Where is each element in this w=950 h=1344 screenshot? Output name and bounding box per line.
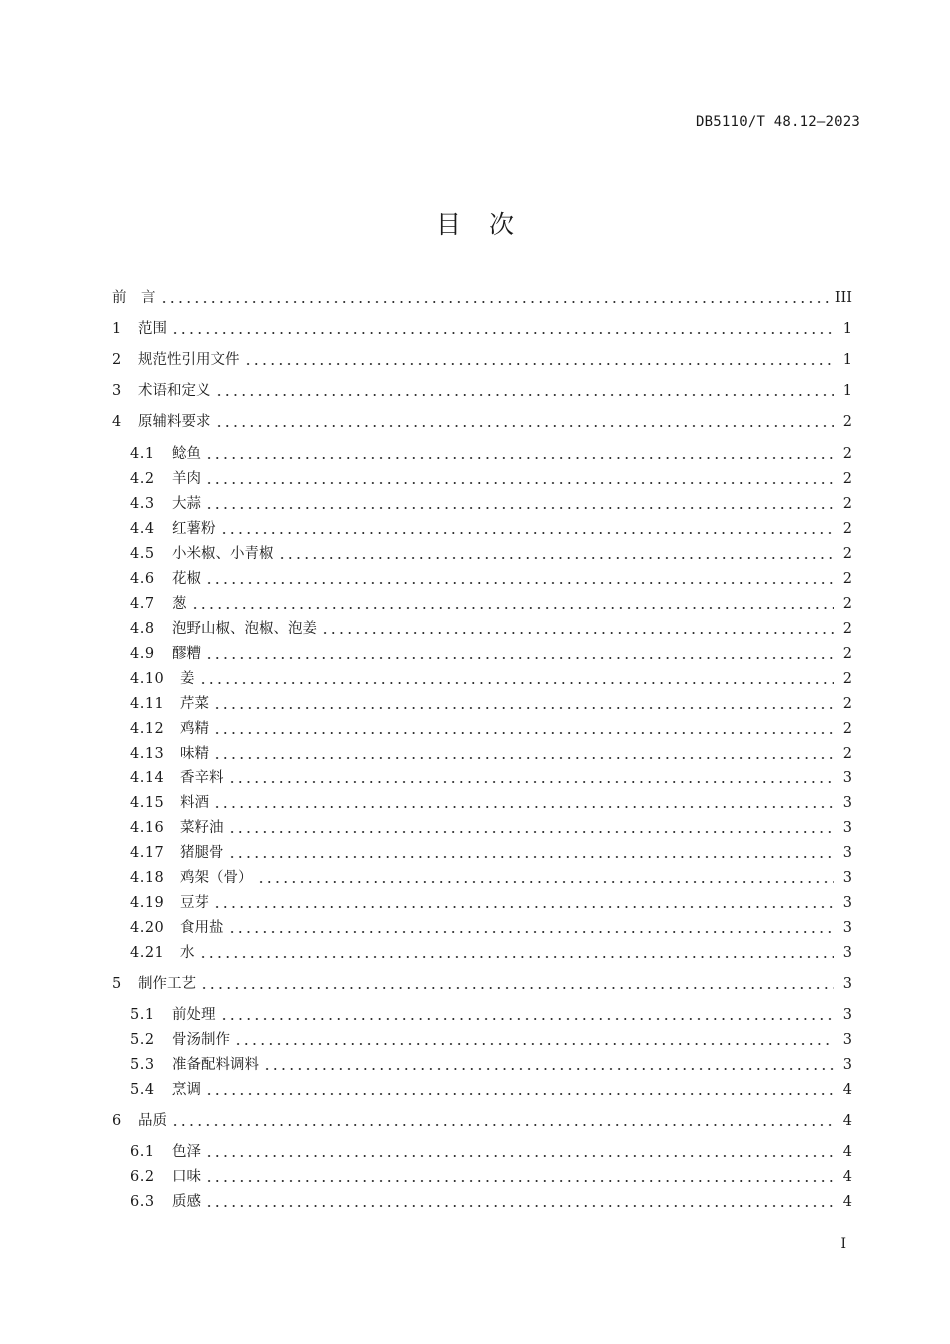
toc-entry-page: 1	[842, 321, 852, 337]
toc-entry-label: 泡野山椒、泡椒、泡姜	[172, 621, 317, 637]
toc-entry-page: 2	[842, 546, 852, 562]
toc-entry-label: 品质	[138, 1113, 167, 1129]
toc-entry-label: 小米椒、小青椒	[172, 546, 274, 562]
dot-leader	[199, 956, 835, 958]
toc-entry-page: 2	[842, 496, 852, 512]
toc-entry-number: 4.9	[130, 646, 155, 662]
toc-entry-page: 3	[842, 945, 852, 961]
dot-leader	[228, 856, 835, 858]
dot-leader	[213, 757, 834, 759]
toc-entry-page: 2	[842, 446, 852, 462]
dot-leader	[205, 1155, 834, 1157]
toc-entry-page: 3	[842, 1032, 852, 1048]
toc-entry[interactable]	[130, 1028, 852, 1052]
toc-entry-page: 2	[842, 571, 852, 587]
toc-entry[interactable]	[112, 1109, 852, 1133]
toc-entry-label: 香辛料	[180, 770, 224, 786]
toc-entry-number: 4.1	[130, 446, 155, 462]
toc-entry[interactable]	[112, 972, 852, 996]
dot-leader	[213, 732, 834, 734]
page-number: I	[840, 1236, 846, 1252]
toc-entry-label: 豆芽	[180, 895, 209, 911]
toc-entry[interactable]	[130, 1003, 852, 1027]
toc-entry-label: 羊肉	[172, 471, 201, 487]
toc-entry[interactable]	[130, 1165, 852, 1189]
toc-entry-number: 1	[112, 321, 122, 337]
toc-entry-number: 4.8	[130, 621, 155, 637]
toc-entry-label: 规范性引用文件	[138, 352, 240, 368]
dot-leader	[200, 987, 834, 989]
dot-leader	[215, 425, 835, 427]
dot-leader	[220, 532, 835, 534]
toc-entry-number: 2	[112, 352, 122, 368]
toc-entry-page: 3	[842, 920, 852, 936]
toc-entry-page: 3	[842, 895, 852, 911]
toc-entry-number: 6	[112, 1113, 122, 1129]
toc-entry-page: 3	[842, 820, 852, 836]
toc-entry-label: 质感	[172, 1194, 201, 1210]
toc-entry-label: 醪糟	[172, 646, 201, 662]
toc-entry-number: 6.1	[130, 1144, 155, 1160]
toc-entry-label: 食用盐	[180, 920, 224, 936]
toc-entry-page: 4	[842, 1113, 852, 1129]
toc-entry-number: 3	[112, 383, 122, 399]
dot-leader	[213, 806, 834, 808]
dot-leader	[205, 507, 834, 509]
toc-entry-page: 2	[842, 696, 852, 712]
toc-entry-page: 4	[842, 1169, 852, 1185]
toc-entry[interactable]	[112, 379, 852, 403]
toc-entry[interactable]	[130, 1140, 852, 1164]
toc-entry-page: 1	[842, 383, 852, 399]
toc-entry-label: 术语和定义	[138, 383, 211, 399]
dot-leader	[213, 707, 834, 709]
dot-leader	[215, 394, 835, 396]
toc-entry[interactable]	[130, 916, 852, 940]
toc-entry-label: 姜	[180, 671, 195, 687]
toc-entry[interactable]	[112, 348, 852, 372]
toc-entry-label: 菜籽油	[180, 820, 224, 836]
toc-entry-page: 2	[842, 746, 852, 762]
toc-entry-page: 1	[842, 352, 852, 368]
toc-entry-page: 3	[842, 1007, 852, 1023]
toc-entry-number: 4.7	[130, 596, 155, 612]
toc-entry-label: 料酒	[180, 795, 209, 811]
toc-entry-page: 3	[842, 870, 852, 886]
toc-entry-number: 4.17	[130, 845, 165, 861]
toc-entry[interactable]	[130, 592, 852, 616]
dot-leader	[257, 881, 835, 883]
toc-entry[interactable]	[130, 517, 852, 541]
toc-entry-label: 大蒜	[172, 496, 201, 512]
toc-entry-number: 5.4	[130, 1082, 155, 1098]
toc-entry-number: 4.16	[130, 820, 165, 836]
toc-entry-label: 口味	[172, 1169, 201, 1185]
toc-entry[interactable]	[130, 717, 852, 741]
toc-entry[interactable]	[130, 1053, 852, 1077]
toc-entry-page: 2	[842, 521, 852, 537]
toc-entry-label: 花椒	[172, 571, 201, 587]
toc-entry-number: 4.10	[130, 671, 165, 687]
page-title: 目次	[435, 210, 542, 239]
document-code: DB5110/T 48.12—2023	[696, 114, 860, 130]
toc-entry-number: 4.21	[130, 945, 165, 961]
toc-entry-number: 4.20	[130, 920, 165, 936]
toc-entry-number: 4.15	[130, 795, 165, 811]
dot-leader	[263, 1068, 834, 1070]
toc-entry[interactable]	[130, 1190, 852, 1214]
toc-entry-label: 鸡架（骨）	[180, 870, 253, 886]
dot-leader	[234, 1043, 834, 1045]
toc-entry-number: 5.1	[130, 1007, 155, 1023]
dot-leader	[205, 1093, 834, 1095]
toc-entry[interactable]	[130, 742, 852, 766]
dot-leader	[205, 582, 834, 584]
toc-entry-label: 原辅料要求	[138, 414, 211, 430]
toc-entry-label: 制作工艺	[138, 976, 196, 992]
dot-leader	[244, 363, 835, 365]
toc-entry-label: 水	[180, 945, 195, 961]
toc-entry-page: 3	[842, 976, 852, 992]
toc-entry-page: 2	[842, 721, 852, 737]
toc-entry-page: 2	[842, 414, 852, 430]
toc-entry[interactable]	[112, 286, 852, 310]
dot-leader	[191, 607, 835, 609]
toc-entry-page: 3	[842, 845, 852, 861]
toc-entry[interactable]	[130, 816, 852, 840]
toc-entry-page: 2	[842, 596, 852, 612]
dot-leader	[228, 931, 835, 933]
dot-leader	[160, 301, 829, 303]
toc-entry-number: 4.13	[130, 746, 165, 762]
toc-entry[interactable]	[130, 617, 852, 641]
toc-entry-label: 味精	[180, 746, 209, 762]
toc-entry-number: 4.11	[130, 696, 165, 712]
toc-entry-number: 6.2	[130, 1169, 155, 1185]
dot-leader	[205, 457, 834, 459]
toc-entry-page: 2	[842, 471, 852, 487]
toc-entry-label: 鲶鱼	[172, 446, 201, 462]
toc-entry-label: 鸡精	[180, 721, 209, 737]
toc-entry-label: 范围	[138, 321, 167, 337]
toc-entry-label: 芹菜	[180, 696, 209, 712]
dot-leader	[199, 682, 835, 684]
dot-leader	[228, 831, 835, 833]
toc-entry-page: 4	[842, 1194, 852, 1210]
toc-entry-number: 4	[112, 414, 122, 430]
toc-entry[interactable]	[130, 941, 852, 965]
toc-entry[interactable]	[130, 692, 852, 716]
toc-entry-number: 5.2	[130, 1032, 155, 1048]
toc-entry-label: 葱	[172, 596, 187, 612]
toc-entry-number: 4.6	[130, 571, 155, 587]
toc-entry[interactable]	[112, 317, 852, 341]
dot-leader	[228, 781, 835, 783]
toc-entry-label: 色泽	[172, 1144, 201, 1160]
toc-entry-page: 2	[842, 621, 852, 637]
toc-entry[interactable]	[130, 866, 852, 890]
dot-leader	[213, 906, 834, 908]
toc-entry-number: 4.18	[130, 870, 165, 886]
toc-entry-number: 4.19	[130, 895, 165, 911]
dot-leader	[171, 332, 834, 334]
toc-entry[interactable]	[130, 642, 852, 666]
dot-leader	[205, 1205, 834, 1207]
toc-entry-page: III	[834, 290, 852, 306]
toc-entry-number: 4.5	[130, 546, 155, 562]
toc-entry-number: 4.4	[130, 521, 155, 537]
toc-entry[interactable]	[130, 467, 852, 491]
toc-entry-number: 4.2	[130, 471, 155, 487]
dot-leader	[205, 657, 834, 659]
toc-entry[interactable]	[130, 567, 852, 591]
toc-entry-page: 4	[842, 1082, 852, 1098]
toc-entry-label: 猪腿骨	[180, 845, 224, 861]
toc-entry-label: 前 言	[112, 290, 156, 306]
toc-entry-page: 3	[842, 795, 852, 811]
toc-entry[interactable]	[130, 841, 852, 865]
toc-entry-page: 4	[842, 1144, 852, 1160]
toc-entry-number: 5.3	[130, 1057, 155, 1073]
toc-entry[interactable]	[130, 492, 852, 516]
toc-entry-label: 红薯粉	[172, 521, 216, 537]
dot-leader	[321, 632, 834, 634]
toc-entry-number: 6.3	[130, 1194, 155, 1210]
dot-leader	[171, 1124, 834, 1126]
toc-entry-number: 4.3	[130, 496, 155, 512]
toc-entry-number: 4.12	[130, 721, 165, 737]
toc-entry-label: 烹调	[172, 1082, 201, 1098]
toc-entry[interactable]	[130, 1078, 852, 1102]
toc-entry-number: 5	[112, 976, 122, 992]
toc-entry[interactable]	[130, 542, 852, 566]
toc-entry-page: 2	[842, 671, 852, 687]
toc-entry[interactable]	[130, 791, 852, 815]
dot-leader	[278, 557, 835, 559]
toc-entry-page: 2	[842, 646, 852, 662]
toc-entry[interactable]	[130, 766, 852, 790]
toc-entry[interactable]	[130, 667, 852, 691]
toc-entry-page: 3	[842, 1057, 852, 1073]
toc-entry-page: 3	[842, 770, 852, 786]
toc-entry-label: 准备配料调料	[172, 1057, 259, 1073]
dot-leader	[205, 1180, 834, 1182]
dot-leader	[220, 1018, 835, 1020]
toc-entry-label: 骨汤制作	[172, 1032, 230, 1048]
toc-entry[interactable]	[130, 891, 852, 915]
dot-leader	[205, 482, 834, 484]
toc-entry-label: 前处理	[172, 1007, 216, 1023]
toc-entry[interactable]	[130, 442, 852, 466]
toc-entry-number: 4.14	[130, 770, 165, 786]
toc-entry[interactable]	[112, 410, 852, 434]
